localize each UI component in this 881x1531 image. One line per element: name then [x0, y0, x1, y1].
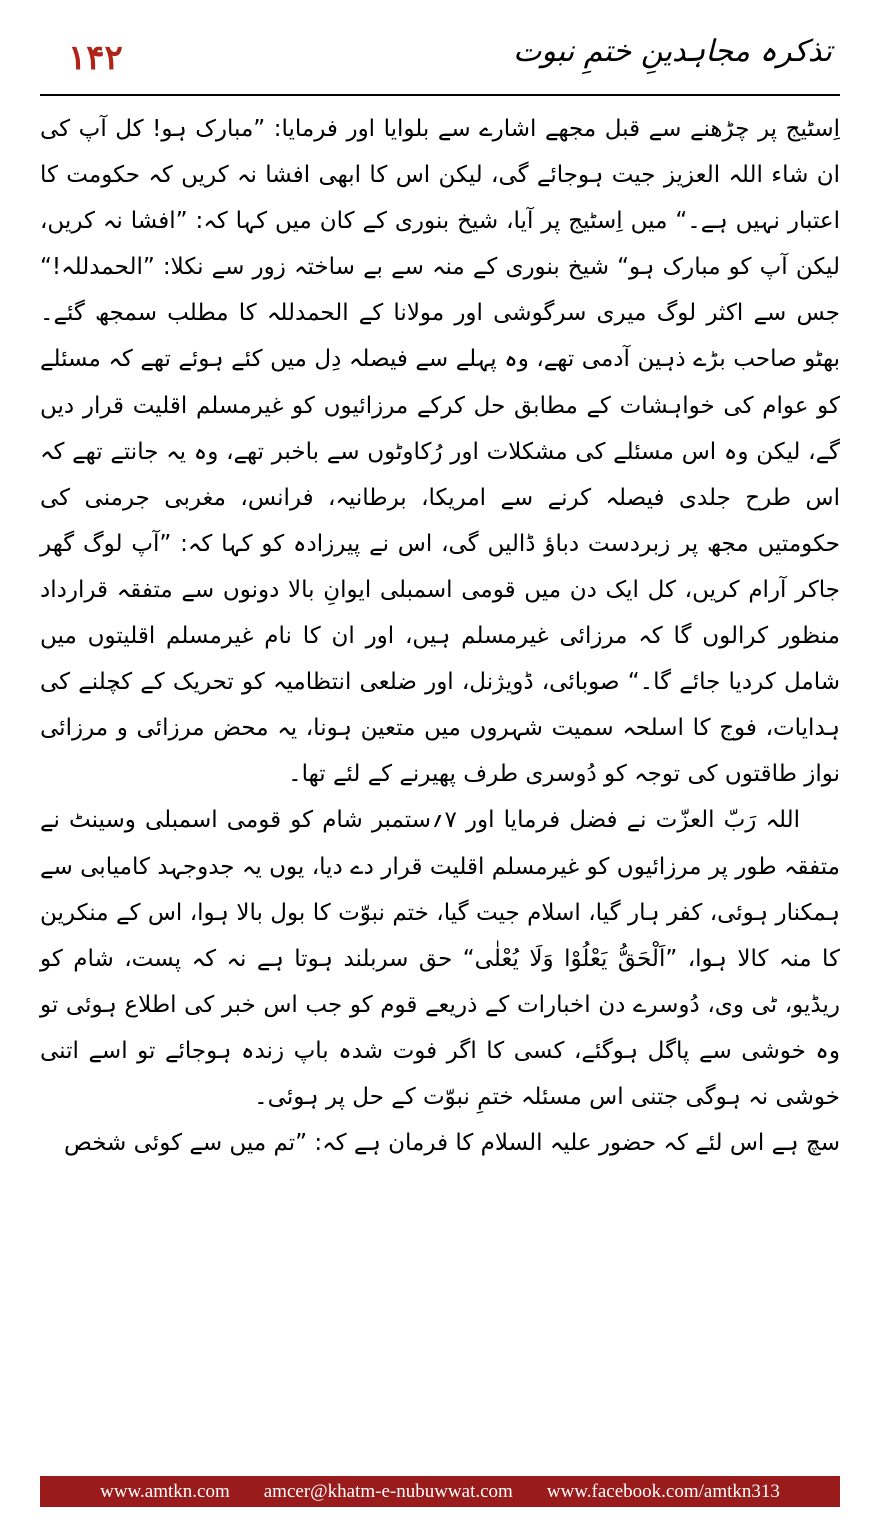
- paragraph: اِسٹیج پر چڑھنے سے قبل مجھے اشارے سے بلوایا اور فرمایا: ”مبارک ہو! کل آپ کی ان شاء اللہ العزیز جیت ہوجائے گی، لیکن اس کا ابھی افشا نہ کریں کہ حکومت کا اعتبار نہیں ہے۔“ میں اِسٹیج پر آیا، شیخ بنوری کے کان میں کہا کہ: ”افشا نہ کریں، لیکن آپ کو مبارک ہو“ شیخ بنوری کے منہ سے بے ساختہ زور سے نکلا: ”الحمدللہ!“ جس سے اکثر لوگ میری سرگوشی اور مولانا کے الحمدللہ کا مطلب سمجھ گئے۔ بھٹو صاحب بڑے ذہین آدمی تھے، وہ پہلے سے فیصلہ دِل میں کئے ہوئے تھے کہ مسئلے کو عوام کی خواہشات کے مطابق حل کرکے مرزائیوں کو غیرمسلم اقلیت قرار دیں گے، لیکن وہ اس مسئلے کی مشکلات اور رُکاوٹوں سے باخبر تھے، وہ یہ جانتے تھے کہ اس طرح جلدی فیصلہ کرنے سے امریکا، برطانیہ، فرانس، مغربی جرمنی کی حکومتیں مجھ پر زبردست دباؤ ڈالیں گی، اس نے پیرزادہ کو کہا کہ: ”آپ لوگ گھر جاکر آرام کریں، کل ایک دن میں قومی اسمبلی ایوانِ بالا دونوں سے متفقہ قرارداد منظور کرالوں گا کہ مرزائی غیرمسلم ہیں، اور ان کا نام غیرمسلم اقلیتوں میں شامل کردیا جائے گا۔“ صوبائی، ڈویژنل، اور ضلعی انتظامیہ کو تحریک کے کچلنے کی ہدایات، فوج کا اسلحہ سمیت شہروں میں متعین ہونا، یہ محض مرزائی و مرزائی نواز طاقتوں کی توجہ کو دُوسری طرف پھیرنے کے لئے تھا۔: [40, 116, 840, 788]
- paragraph: سچ ہے اس لئے کہ حضور علیہ السلام کا فرمان ہے کہ: ”تم میں سے کوئی شخص: [64, 1130, 840, 1157]
- footer-bar: [40, 1476, 840, 1507]
- page-number: ۱۴۲: [68, 38, 123, 78]
- footer-email-link[interactable]: amcer@khatm-e-nubuwwat.com: [263, 1480, 513, 1502]
- page-header: [44, 20, 832, 96]
- footer-website-link[interactable]: www.amtkn.com: [100, 1480, 230, 1502]
- paragraph: اللہ رَبّ العزّت نے فضل فرمایا اور ۷؍ستمبر شام کو قومی اسمبلی وسینٹ نے متفقہ طور پر مرزائیوں کو غیرمسلم اقلیت قرار دے دیا، یوں یہ جدوجہد کامیابی سے ہمکنار ہوئی، کفر ہار گیا، اسلام جیت گیا، ختم نبوّت کا بول بالا ہوا، اس کے منکرین کا منہ کالا ہوا، ”اَلْحَقُّ یَعْلُوْا وَلَا یُعْلٰی“ حق سربلند ہوتا ہے نہ کہ پست، شام کو ریڈیو، ٹی وی، دُوسرے دن اخبارات کے ذریعے قوم کو جب اس خبر کی اطلاع ہوئی تو وہ خوشی سے پاگل ہوگئے، کسی کا اگر فوت شدہ باپ زندہ ہوجائے تو اسے اتنی خوشی نہ ہوگی جتنی اس مسئلہ ختمِ نبوّت کے حل پر ہوئی۔: [40, 807, 840, 1110]
- page-body: [40, 106, 840, 1166]
- header-divider: [40, 94, 840, 96]
- footer-facebook-link[interactable]: www.facebook.com/amtkn313: [546, 1480, 780, 1502]
- book-title: تذکرہ مجاہدینِ ختمِ نبوت: [513, 34, 832, 69]
